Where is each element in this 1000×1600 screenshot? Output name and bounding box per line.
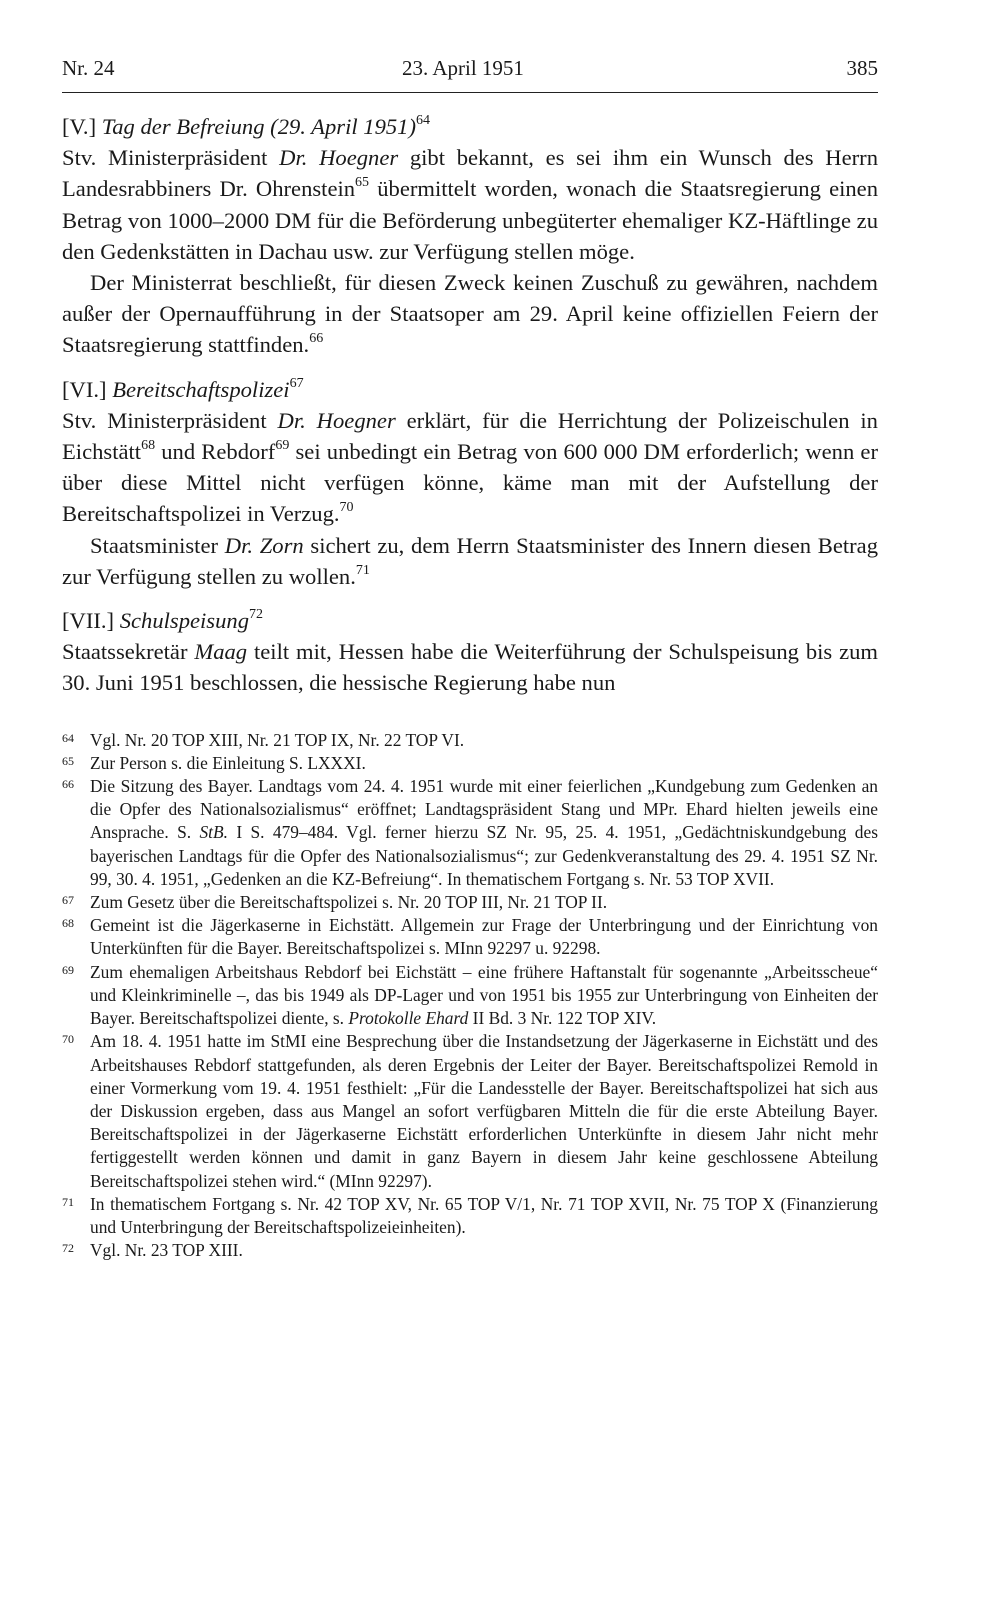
text-run: sei unbedingt ein Betrag von 600 000 DM erforderlich; wenn er über diese Mittel nicht verfügen könne, käme man mit der Aufstellung der Bereitschaftspolizei in Verzug. (62, 439, 878, 527)
footnote-number: 68 (62, 916, 74, 931)
text-run: Staatssekretär (62, 639, 195, 665)
text-run: gibt bekannt, es sei ihm ein Wunsch des Herrn Landesrabbiners Dr. Ohrenstein (62, 145, 878, 202)
text-run: teilt mit, Hessen habe die Weiterführung der Schulspeisung bis zum 30. Juni 1951 beschlossen, die hessische Regierung habe nun (62, 639, 878, 696)
italic-text: Protokolle Ehard (348, 1008, 469, 1029)
footnote (62, 1030, 878, 1192)
footnote-ref: 70 (339, 500, 354, 516)
text-run: Zum Gesetz über die Bereitschaftspolizei s. Nr. 20 TOP III, Nr. 21 TOP II. (90, 892, 608, 913)
paragraph (62, 636, 878, 698)
text-run: In thematischem Fortgang s. Nr. 42 TOP XV, Nr. 65 TOP V/1, Nr. 71 TOP XVII, Nr. 75 TOP X (Finanzierung und Unterbringung der Bereitschaftspolizeieinheiten). (90, 1193, 878, 1237)
footnotes (62, 729, 878, 1263)
section-number: [VI.] (62, 376, 107, 402)
text-run: Gemeint ist die Jägerkaserne in Eichstätt. Allgemein zur Frage der Unterbringung und der Einrichtung von Unterkünften für die Bayer. Bereitschaftspolizei s. MInn 92297 u. 92298. (90, 915, 878, 959)
text-run: Stv. Ministerpräsident (62, 407, 278, 433)
text-run: Vgl. Nr. 23 TOP XIII. (90, 1240, 243, 1261)
footnote-number: 65 (62, 753, 74, 768)
footnote-number: 64 (62, 730, 74, 745)
section-number: [VII.] (62, 608, 115, 634)
text-run: sichert zu, dem Herrn Staatsminister des Innern diesen Betrag zur Verfügung stellen zu wollen. (62, 532, 879, 589)
footnote-ref: 64 (415, 112, 430, 128)
text-run: Der Ministerrat beschließt, für diesen Zweck keinen Zuschuß zu gewähren, nachdem außer der Opernaufführung in der Staatsoper am 29. April keine offiziellen Feiern der Staatsregierung stattfinden. (62, 270, 878, 358)
text-run: Die Sitzung des Bayer. Landtags vom 24. 4. 1951 wurde mit einer feierlichen „Kundgebung zum Gedenken an die Opfer des Nationalsozialismus“ eröffnet; Landtagspräsident Stang und MPr. Ehard hielten jeweils eine Ansprache. S. (90, 776, 878, 843)
footnote (62, 961, 878, 1031)
header-rule (62, 92, 878, 93)
footnote-number: 69 (62, 962, 74, 977)
document-page (62, 48, 878, 1262)
footnote (62, 1193, 878, 1239)
italic-text: Dr. Zorn (224, 532, 304, 558)
footnote-ref: 67 (289, 375, 304, 391)
text-run: II Bd. 3 Nr. 122 TOP XIV. (468, 1008, 657, 1029)
text-run: Stv. Ministerpräsident (62, 145, 280, 171)
paragraph (62, 530, 878, 592)
section-heading-vi (62, 374, 878, 405)
footnote (62, 729, 878, 752)
paragraph (62, 405, 878, 530)
footnote-ref: 66 (309, 331, 324, 347)
section-title: Tag der Befreiung (29. April 1951) (101, 114, 416, 139)
footnote (62, 775, 878, 891)
section-heading-v (62, 111, 878, 142)
italic-text: Maag (194, 639, 248, 665)
section-number: [V.] (62, 114, 97, 139)
footnote-ref: 68 (141, 437, 156, 453)
page-header (62, 48, 878, 84)
footnote (62, 891, 878, 914)
text-run: Am 18. 4. 1951 hatte im StMI eine Besprechung über die Instandsetzung der Jägerkaserne in Eichstätt und des Arbeitshauses Rebdorf stattgefunden, als deren Ergebnis der Leiter der Bayer. Bereitschaftspolizei Remold in einer Vormerkung vom 19. 4. 1951 festhielt: „Für die Landesstelle der Bayer. Bereitschaftspolizei hat sich aus der Diskussion ergeben, dass aus Mangel an sofort verfügbaren Mitteln die für die erste Abteilung Bayer. Bereitschaftspolizei in der Jägerkaserne Eichstätt erforderlichen Unterkünfte in diesem Jahr nicht mehr fertiggestellt werden können und damit in ganz Bayern in diesem Jahr keine geschlossene Abteilung Bereitschaftspolizei stehen wird.“ (MInn 92297). (90, 1031, 878, 1191)
footnote-number: 67 (62, 893, 74, 908)
footnote-ref: 71 (355, 562, 370, 578)
text-run: I S. 479–484. Vgl. ferner hierzu SZ Nr. 95, 25. 4. 1951, „Gedächtniskundgebung des bayerischen Landtags für die Opfer des Nationalsozialismus“; zur Gedenkveranstaltung des 29. 4. 1951 SZ Nr. 99, 30. 4. 1951, „Gedenken an die KZ-Befreiung“. In thematischem Fortgang s. Nr. 53 TOP XVII. (90, 822, 878, 889)
text-run: Vgl. Nr. 20 TOP XIII, Nr. 21 TOP IX, Nr. 22 TOP VI. (90, 729, 465, 750)
footnote-number: 70 (62, 1032, 74, 1047)
section-heading-vii (62, 605, 878, 636)
footnote (62, 1239, 878, 1262)
paragraph (62, 142, 878, 267)
section-title: Bereitschaftspolizei (112, 376, 290, 402)
document-number: Nr. 24 (62, 56, 115, 80)
paragraph (62, 267, 878, 361)
main-text (62, 111, 878, 699)
footnote-ref: 65 (355, 175, 370, 191)
footnote (62, 914, 878, 960)
text-run: Zum ehemaligen Arbeitshaus Rebdorf bei Eichstätt – eine frühere Haftanstalt für sogenannte „Arbeitsscheue“ und Kleinkriminelle –, das bis 1949 als DP-Lager und von 1951 bis 1955 zur Unterbringung von Einheiten der Bayer. Bereitschaftspolizei diente, s. (90, 961, 878, 1029)
text-run: übermittelt worden, wonach die Staatsregierung einen Betrag von 1000–2000 DM für die Beförderung unbegüterter ehemaliger KZ-Häftlinge zu den Gedenkstätten in Dachau usw. zur Verfügung stellen möge. (62, 176, 878, 264)
footnote (62, 752, 878, 775)
italic-text: StB. (199, 822, 228, 843)
footnote-number: 66 (62, 777, 74, 792)
footnote-number: 71 (62, 1194, 74, 1209)
text-run: und Rebdorf (155, 439, 276, 465)
text-run: erklärt, für die Herrichtung der Polizeischulen in Eichstätt (62, 407, 878, 465)
page-number: 385 (846, 56, 878, 80)
document-date: 23. April 1951 (402, 56, 524, 80)
italic-text: Dr. Hoegner (279, 145, 399, 171)
text-run: Zur Person s. die Einleitung S. LXXXI. (90, 752, 366, 773)
text-run: Staatsminister (90, 532, 225, 558)
footnote-number: 72 (62, 1241, 74, 1256)
footnote-ref: 69 (275, 437, 290, 453)
footnote-ref: 72 (249, 606, 263, 622)
italic-text: Dr. Hoegner (277, 407, 396, 433)
section-title: Schulspeisung (119, 608, 249, 634)
